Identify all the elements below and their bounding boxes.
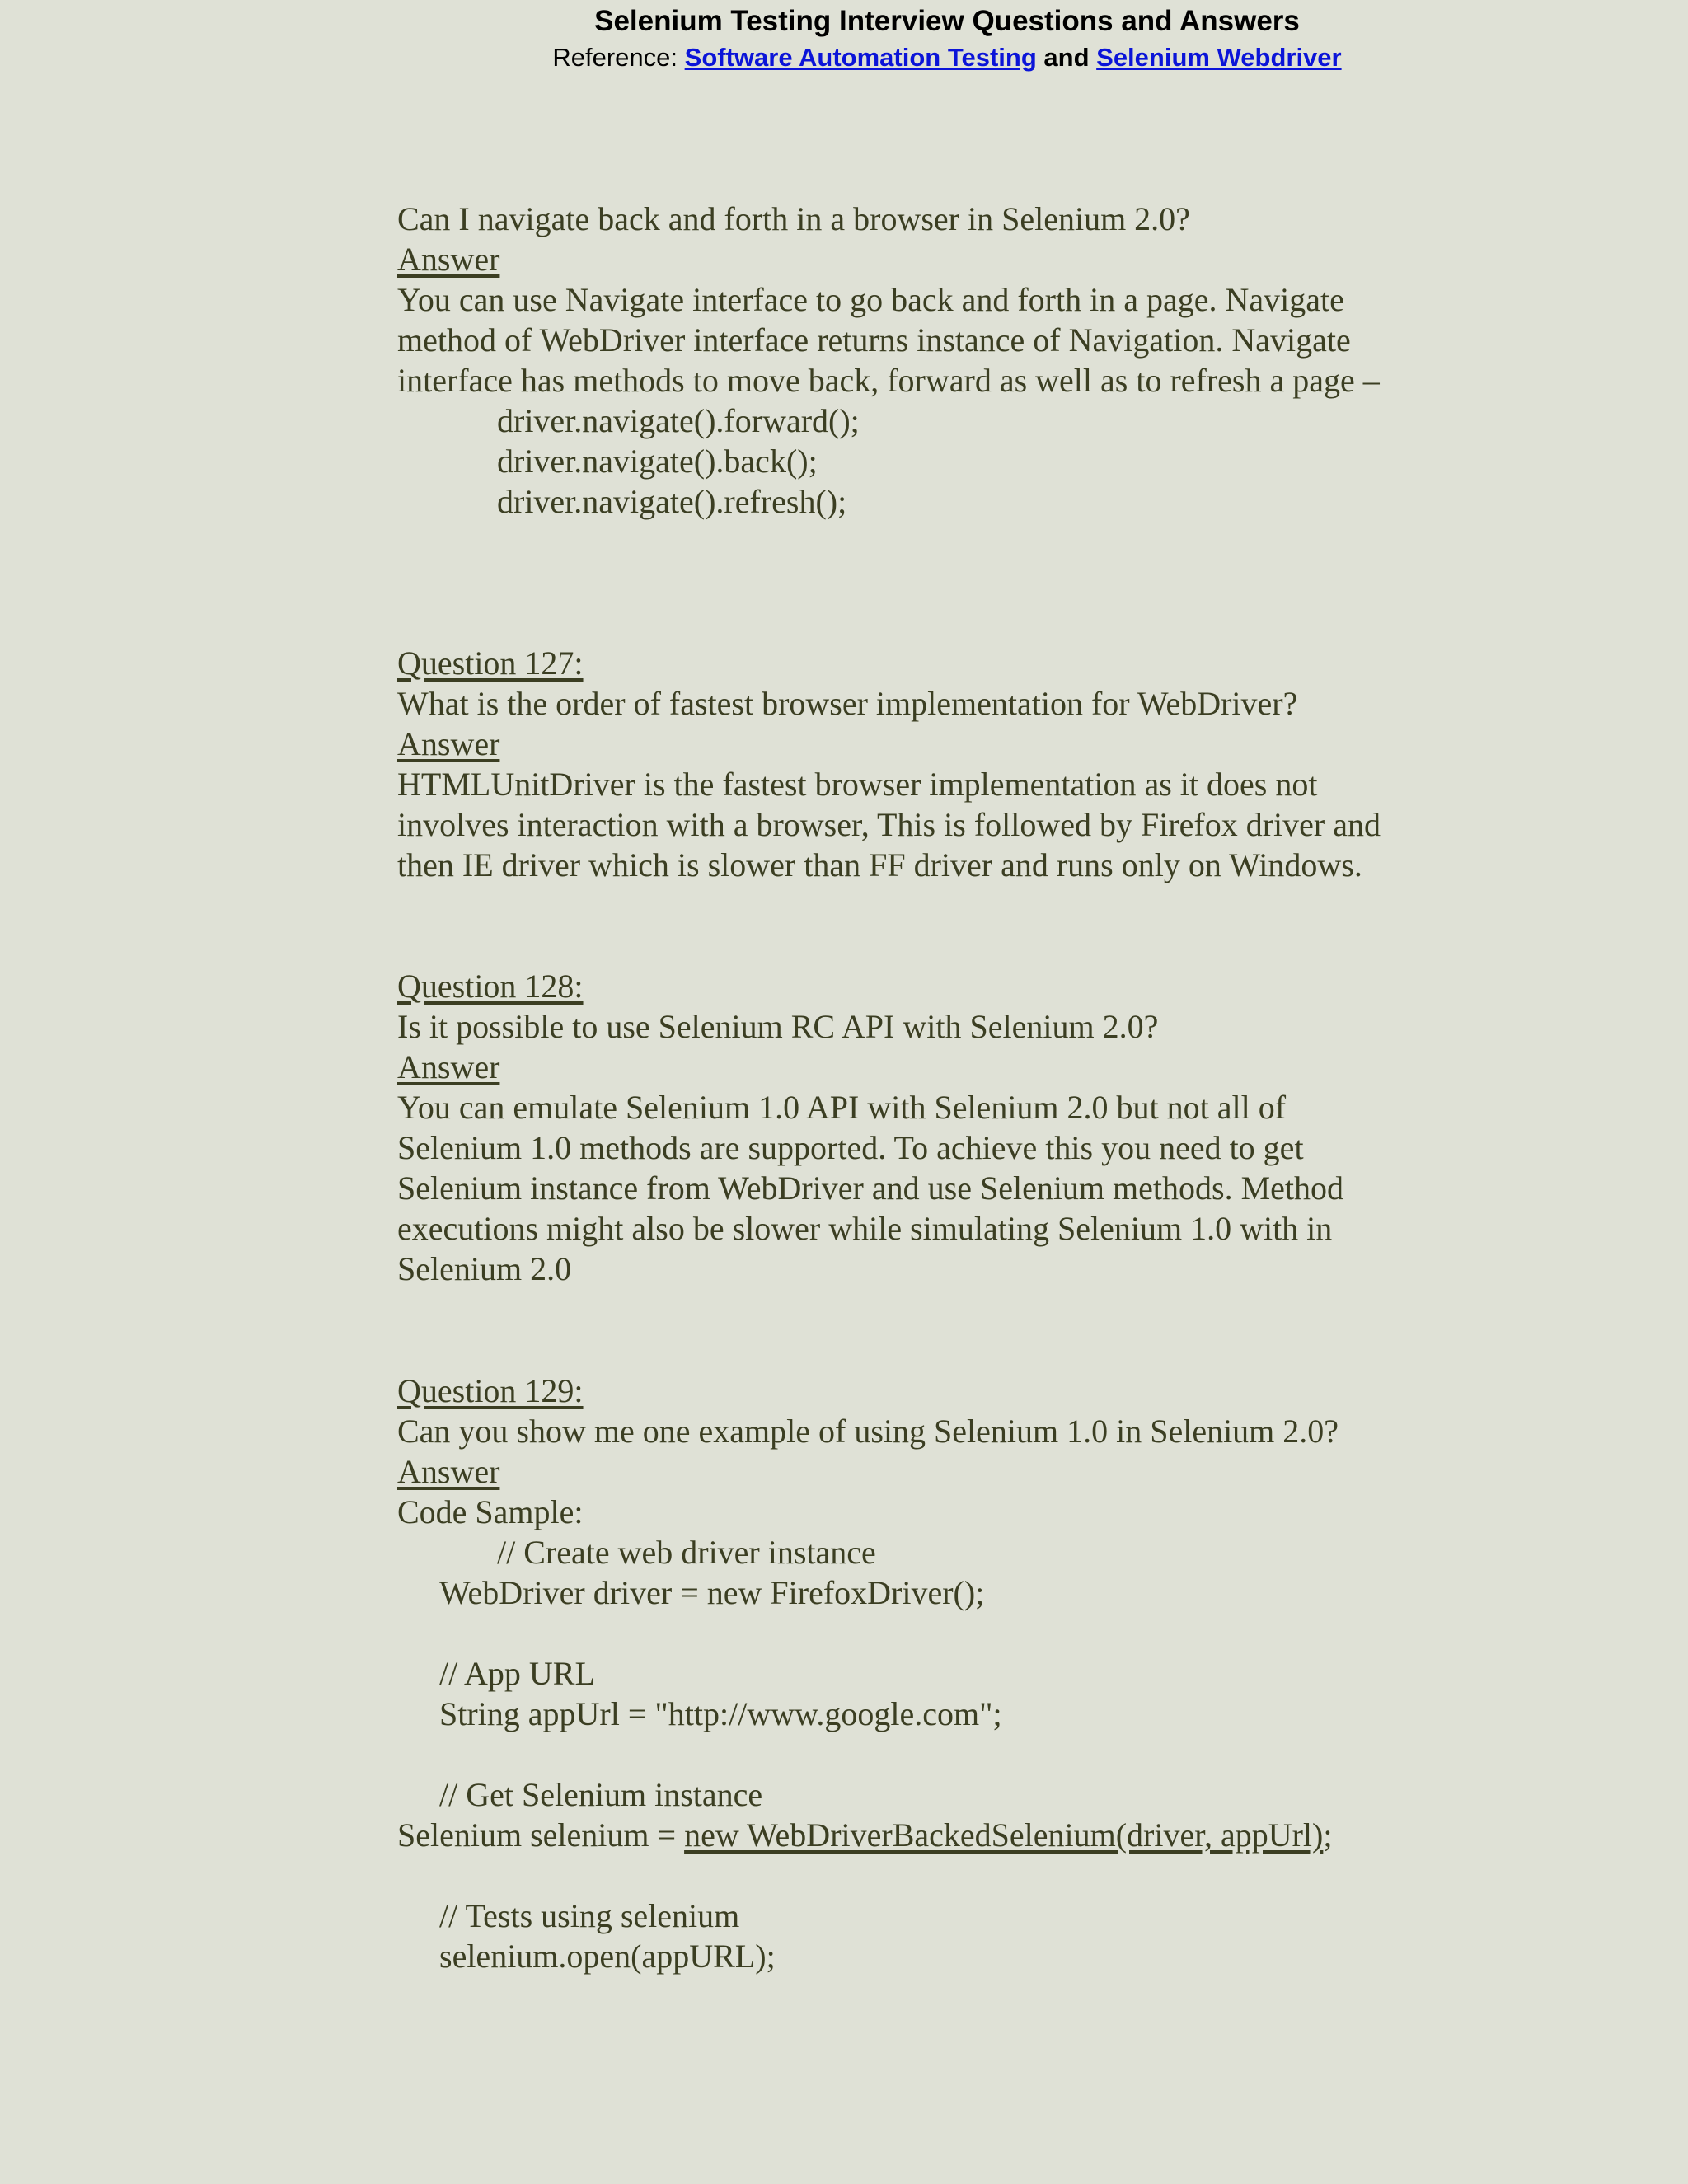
code-selenium-suffix: ; — [1323, 1816, 1333, 1854]
answer-label-129: Answer — [397, 1453, 500, 1490]
selenium-webdriver-link[interactable]: Selenium Webdriver — [1096, 43, 1342, 72]
question-127-label: Question 127: — [397, 644, 584, 682]
reference-line — [0, 41, 1688, 74]
question-128-block — [397, 966, 1551, 1289]
reference-label: Reference: — [552, 43, 685, 72]
question-128-text: Is it possible to use Selenium RC API with Selenium 2.0? — [397, 1008, 1159, 1045]
code-comment: // Create web driver instance — [497, 1534, 876, 1571]
code-comment: // App URL — [439, 1655, 595, 1692]
answer-128-line: Selenium instance from WebDriver and use Selenium methods. Method — [397, 1169, 1344, 1207]
and-text: and — [1043, 43, 1090, 72]
answer-127-line: involves interaction with a browser, This is followed by Firefox driver and — [397, 806, 1381, 843]
code-line: driver.navigate().refresh(); — [497, 483, 847, 520]
answer-128-line: Selenium 2.0 — [397, 1250, 572, 1287]
question-128-label: Question 128: — [397, 968, 584, 1005]
question-126-block — [397, 199, 1551, 522]
question-127-text: What is the order of fastest browser implementation for WebDriver? — [397, 685, 1298, 722]
blank-line — [397, 1855, 1551, 1896]
answer-label-126: Answer — [397, 241, 500, 278]
answer-126-line: You can use Navigate interface to go back and forth in a page. Navigate — [397, 281, 1344, 318]
document-title: Selenium Testing Interview Questions and Answers — [594, 5, 1300, 37]
answer-label-128: Answer — [397, 1048, 500, 1085]
question-129-block — [397, 1371, 1551, 1976]
code-line: selenium.open(appURL); — [439, 1938, 776, 1975]
question-129-text: Can you show me one example of using Selenium 1.0 in Selenium 2.0? — [397, 1413, 1339, 1450]
answer-label-127: Answer — [397, 725, 500, 762]
question-127-block — [397, 643, 1551, 885]
blank-line — [397, 1734, 1551, 1774]
code-selenium-prefix: Selenium selenium = — [397, 1816, 685, 1854]
code-selenium-constructor: new WebDriverBackedSelenium(driver, appUrl) — [684, 1816, 1324, 1854]
code-line: String appUrl = "http://www.google.com"; — [439, 1695, 1002, 1732]
answer-126-line: interface has methods to move back, forward as well as to refresh a page – — [397, 362, 1380, 399]
answer-128-line: executions might also be slower while simulating Selenium 1.0 with in — [397, 1210, 1333, 1247]
code-sample-label: Code Sample: — [397, 1493, 584, 1530]
answer-128-line: Selenium 1.0 methods are supported. To achieve this you need to get — [397, 1129, 1304, 1166]
code-line: driver.navigate().forward(); — [497, 402, 860, 439]
blank-line — [397, 1613, 1551, 1653]
code-comment: // Get Selenium instance — [439, 1776, 763, 1813]
software-automation-testing-link[interactable]: Software Automation Testing — [684, 43, 1037, 72]
code-line: WebDriver driver = new FirefoxDriver(); — [439, 1574, 985, 1611]
answer-128-line: You can emulate Selenium 1.0 API with Selenium 2.0 but not all of — [397, 1089, 1287, 1126]
code-line-selenium — [397, 1815, 1551, 1855]
answer-127-line: then IE driver which is slower than FF driver and runs only on Windows. — [397, 846, 1362, 883]
answer-127-line: HTMLUnitDriver is the fastest browser implementation as it does not — [397, 766, 1318, 803]
question-129-label: Question 129: — [397, 1372, 584, 1409]
question-126-text: Can I navigate back and forth in a browser in Selenium 2.0? — [397, 200, 1190, 237]
code-comment: // Tests using selenium — [439, 1897, 740, 1934]
answer-126-line: method of WebDriver interface returns instance of Navigation. Navigate — [397, 321, 1351, 359]
code-line: driver.navigate().back(); — [497, 443, 818, 480]
